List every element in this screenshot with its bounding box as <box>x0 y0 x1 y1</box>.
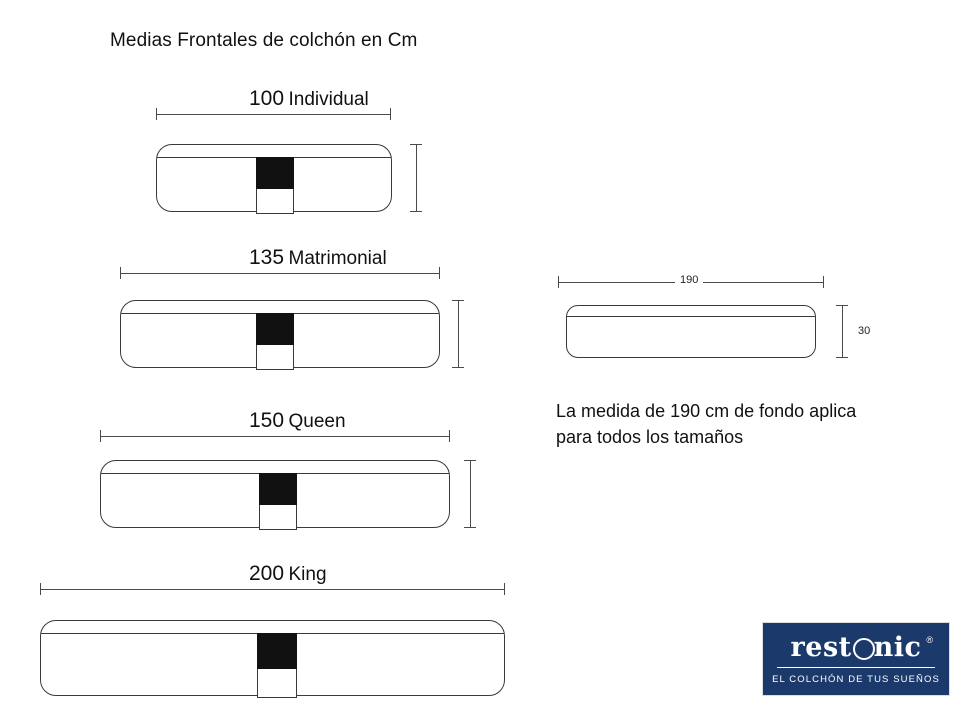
dimension-bar <box>842 305 843 358</box>
page-title: Medias Frontales de colchón en Cm <box>110 30 418 51</box>
mattress-top-seam <box>567 316 815 317</box>
dimension-cap-left <box>40 583 41 595</box>
dimension-label-king <box>244 563 332 584</box>
dimension-line-height-matrimonial <box>452 300 464 368</box>
depth-note: La medida de 190 cm de fondo aplica para todos los tamaños <box>556 401 857 448</box>
dimension-cap-right <box>439 267 440 279</box>
mattress-label-light <box>256 345 294 370</box>
dimension-bar <box>458 300 459 368</box>
dimension-cap-left <box>156 108 157 120</box>
dimension-bar <box>416 144 417 212</box>
dimension-cap-top <box>836 305 848 306</box>
logo-divider <box>777 667 935 668</box>
dimension-cap-top <box>410 144 422 145</box>
dimension-label-matrimonial <box>244 247 392 268</box>
mattress-individual <box>156 144 392 212</box>
dimension-bar <box>40 589 505 590</box>
bed-name-individual: Individual <box>288 89 369 110</box>
dimension-value-depth: 190 <box>675 275 703 286</box>
dimension-line-height-individual <box>410 144 422 212</box>
logo-o-icon <box>852 637 874 659</box>
dimension-bar <box>156 114 391 115</box>
dimension-cap-right <box>390 108 391 120</box>
dimension-value-king: 200 <box>249 562 285 585</box>
dimension-line-height-queen <box>464 460 476 528</box>
dimension-cap-right <box>504 583 505 595</box>
restonic-logo <box>762 622 950 696</box>
dimension-label-queen <box>244 410 351 431</box>
mattress-label-light <box>259 505 297 530</box>
mattress-side-view <box>566 305 816 358</box>
dimension-line-height-side <box>836 305 848 358</box>
dimension-bar <box>100 436 450 437</box>
logo-word-part2: nic <box>873 632 922 663</box>
bed-name-queen: Queen <box>288 411 346 432</box>
logo-wordmark <box>763 632 949 663</box>
dimension-value-height: 30 <box>853 326 875 337</box>
mattress-label-dark <box>257 633 297 671</box>
dimension-cap-right <box>823 276 824 288</box>
dimension-cap-left <box>100 430 101 442</box>
logo-registered-mark: ® <box>926 635 933 645</box>
logo-tagline: EL COLCHÓN DE TUS SUEÑOS <box>772 674 940 685</box>
mattress-queen <box>100 460 450 528</box>
dimension-bar <box>470 460 471 528</box>
dimension-cap-left <box>558 276 559 288</box>
dimension-cap-bottom <box>464 527 476 528</box>
mattress-label-dark <box>259 473 297 507</box>
dimension-value-queen: 150 <box>249 409 285 432</box>
dimension-cap-bottom <box>452 367 464 368</box>
mattress-king <box>40 620 505 696</box>
dimension-value-matrimonial: 135 <box>249 246 285 269</box>
dimension-label-individual <box>244 88 374 109</box>
dimension-bar <box>120 273 440 274</box>
bed-name-king: King <box>288 564 327 585</box>
dimension-cap-bottom <box>410 211 422 212</box>
dimension-cap-left <box>120 267 121 279</box>
dimension-cap-bottom <box>836 357 848 358</box>
mattress-label-light <box>256 189 294 214</box>
dimension-cap-top <box>452 300 464 301</box>
bed-name-matrimonial: Matrimonial <box>288 248 387 269</box>
mattress-label-dark <box>256 157 294 191</box>
dimension-cap-top <box>464 460 476 461</box>
dimension-value-individual: 100 <box>249 87 285 110</box>
dimension-cap-right <box>449 430 450 442</box>
mattress-label-dark <box>256 313 294 347</box>
mattress-label-light <box>257 669 297 698</box>
mattress-matrimonial <box>120 300 440 368</box>
logo-word-part1: rest <box>790 632 852 663</box>
